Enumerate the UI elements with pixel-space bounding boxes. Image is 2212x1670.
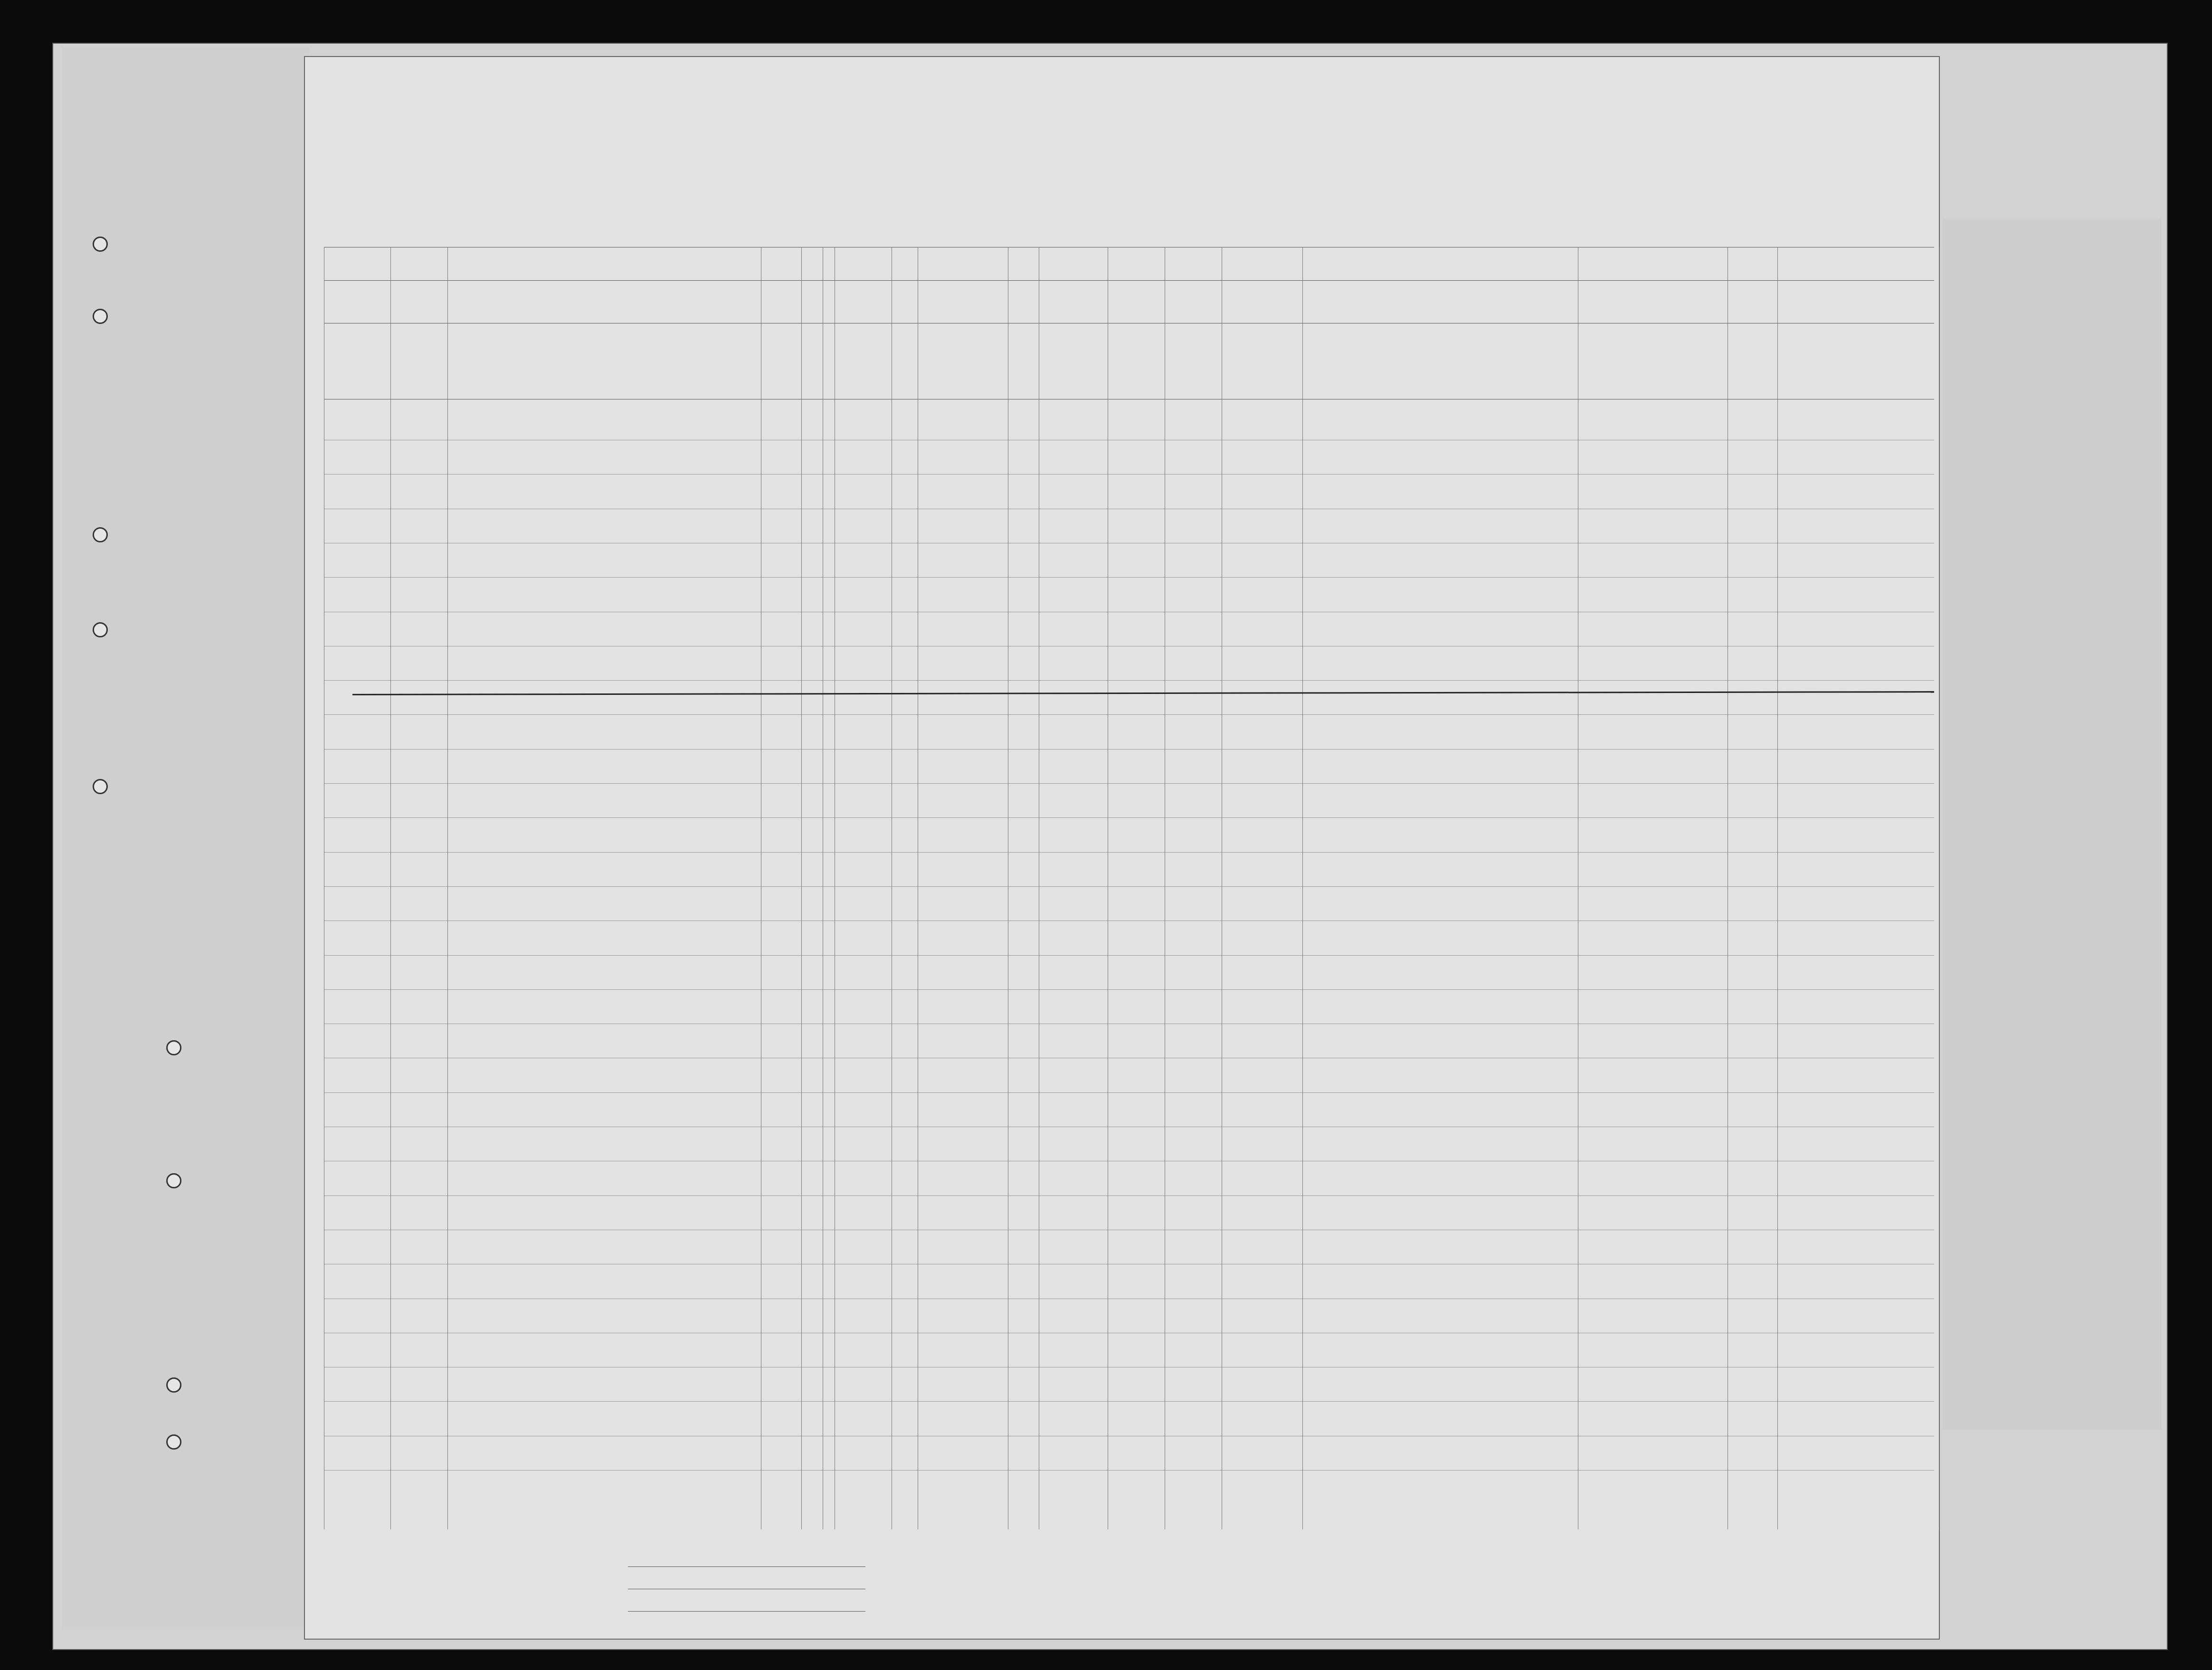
binder-hole bbox=[93, 237, 108, 252]
grid-row-line bbox=[324, 1092, 1934, 1093]
row-8-strikethrough bbox=[352, 691, 1934, 695]
binder-hole bbox=[166, 1173, 181, 1188]
grid-column-line bbox=[801, 247, 802, 1529]
grid-row-line bbox=[324, 817, 1934, 818]
grid-row-line bbox=[324, 1470, 1934, 1471]
grid-row-line bbox=[324, 955, 1934, 956]
grid-row-line bbox=[324, 680, 1934, 681]
grid-column-line bbox=[1777, 247, 1778, 1529]
grid-row-line bbox=[324, 714, 1934, 715]
grid-row-line bbox=[324, 577, 1934, 578]
back-sheet-left-strip bbox=[62, 47, 309, 1629]
grid-row-line bbox=[324, 749, 1934, 750]
back-sheet-right-strip bbox=[1943, 218, 2161, 1430]
grid-row-line bbox=[324, 989, 1934, 990]
grid-row-line bbox=[324, 920, 1934, 921]
binder-hole bbox=[93, 779, 108, 794]
grid-row-line bbox=[324, 783, 1934, 784]
binder-hole bbox=[93, 622, 108, 637]
manifest-sheet bbox=[304, 56, 1940, 1640]
grid-header-line bbox=[324, 280, 1934, 281]
grid-column-line bbox=[447, 247, 448, 1529]
grid-column-line bbox=[1302, 247, 1303, 1529]
grid-column-line bbox=[390, 247, 391, 1529]
binder-hole bbox=[166, 1434, 181, 1450]
aliens-line bbox=[628, 1611, 865, 1612]
binder-hole bbox=[93, 527, 108, 542]
binder-hole bbox=[166, 1040, 181, 1055]
binder-hole bbox=[166, 1377, 181, 1393]
grid-row-line bbox=[324, 886, 1934, 887]
grid-row-line bbox=[324, 852, 1934, 853]
grid-row-line bbox=[324, 1401, 1934, 1402]
binder-hole bbox=[93, 309, 108, 324]
total-line bbox=[628, 1566, 865, 1567]
